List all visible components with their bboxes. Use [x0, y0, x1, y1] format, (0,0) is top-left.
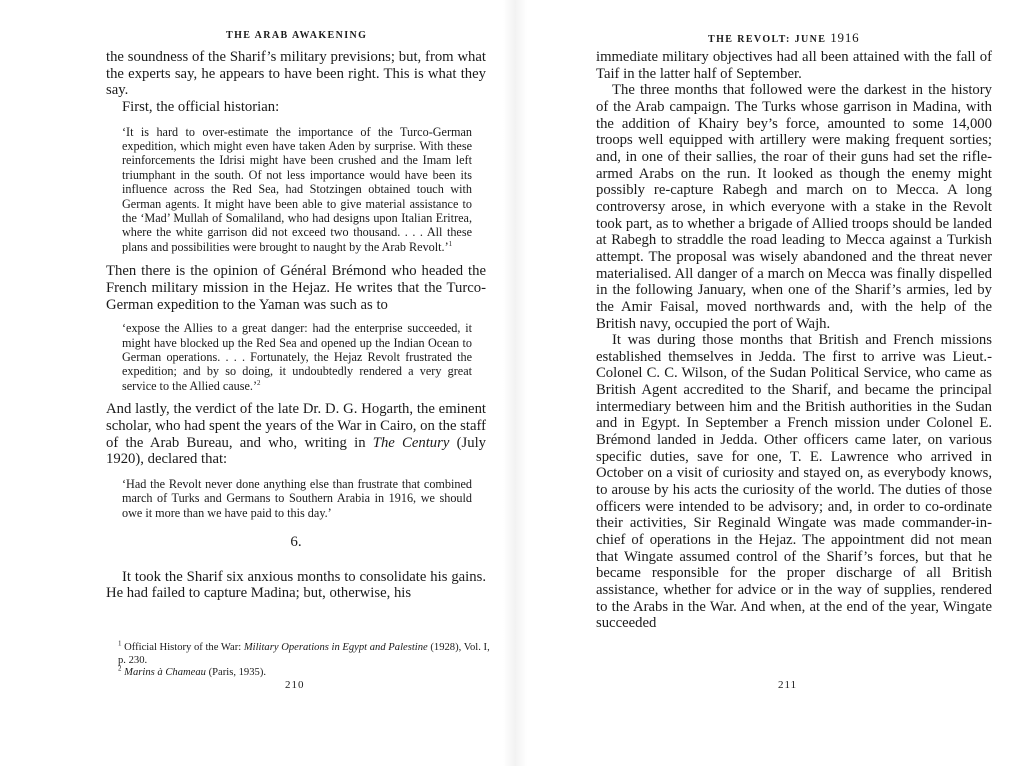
- footnote: [118, 639, 490, 667]
- footnote: [118, 664, 490, 680]
- paragraph: The three months that followed were the darkest in the history of the Arab campaign. The Turks whose garrison in Madina, with the addition of Khairy bey’s force, amounted to some 14,000 troops well equipped with artillery were making frequent sorties; and, in one of their sallies, the roar of their guns had set the rifle-armed Arabs on the run. It looked as though the enemy might possibly re-capture Rabegh and march on to Mecca. A long controversy arose, in which everyone with a stake in the Revolt took part, as to whether a brigade of Allied troops should be landed at Rabegh to straddle the road leading to Mecca against a Turkish attempt. The proposal was wisely abandoned and the threat never materialised. All danger of a march on Mecca was finally dispelled in the following January, when one of the Sharif’s armies, led by the Amir Faisal, moved northwards and, with the help of the British navy, occupied the port of Wajh.: [596, 82, 992, 332]
- paragraph: [106, 401, 486, 468]
- footnote-title: Marins à Chameau: [121, 667, 206, 679]
- running-head-year: 1916: [830, 30, 860, 45]
- paragraph-text: And lastly, the verdict of the late Dr. D. G. Hogarth, the eminent scholar, who had spent the years of the War in Cairo, on the staff of the Arab Bureau, and who, writing in: [106, 401, 486, 451]
- footnote-number: 1: [118, 639, 122, 648]
- footnote-text: (Paris, 1935).: [205, 667, 266, 679]
- footnote-text: Official History of the War:: [121, 642, 244, 653]
- paragraph: It was during those months that British and French missions established themselves in Jedda. The first to arrive was Lieut.-Colonel C. C. Wilson, of the Sudan Political Service, who came as British Agent accredited to the Sharif, and became the principal intermediary between him and the British authorities in the Sudan and in Egypt. In September a French mission under Colonel E. Brémond landed in Jedda. Other officers came later, on various specific duties, save for one, T. E. Lawrence who arrived in October on a visit of curiosity and stayed on, as everybody knows, to arouse by his acts the curiosity of the world. The duties of those officers were intended to be advisory; and, in order to co-ordinate their activities, Sir Reginald Wingate was made commander-in-chief of operations in the Hejaz. The appointment did not mean that Wingate assumed control of the Sharif’s forces, but that he became responsible for the proper discharge of all British assistance, whether for advice or in the way of supplies, rendered to the Arabs in the War. And when, at the end of the year, Wingate succeeded: [596, 332, 992, 632]
- page-number: 210: [285, 679, 305, 691]
- section-number: 6.: [290, 534, 302, 551]
- paragraph: the soundness of the Sharif’s military previsions; but, from what the experts say, he appears to have been right. This is what they say.: [106, 49, 486, 99]
- paragraph: First, the official historian:: [122, 98, 280, 115]
- running-head: [708, 30, 859, 46]
- footnote-ref: 2: [257, 378, 261, 387]
- footnotes: [118, 639, 490, 680]
- quote-text: ‘expose the Allies to a great danger: had the enterprise succeeded, it might have blocked up the Red Sea and opened up the Indian Ocean to German operations. . . . Fortunately, the Hejaz Revolt frustrated the expedition; and by so doing, it undoubtedly rendered a very great service to the Allied cause.’: [122, 321, 472, 393]
- body-text: [106, 49, 486, 602]
- paragraph-text: (July 1920), declared that:: [106, 434, 486, 468]
- block-quote: [122, 125, 472, 255]
- paragraph: It took the Sharif six anxious months to consolidate his gains. He had failed to capture Madina; but, otherwise, his: [106, 568, 486, 602]
- block-quote: [122, 321, 472, 393]
- footnote-ref: 1: [448, 239, 453, 248]
- paragraph: Then there is the opinion of Général Brémond who headed the French military mission in the Hejaz. He writes that the Turco-German expedition to the Yaman was such as to: [106, 263, 486, 313]
- footnote-number: 2: [118, 664, 122, 673]
- right-page: [515, 0, 1030, 766]
- running-head: THE ARAB AWAKENING: [226, 30, 368, 41]
- quote-text: ‘Had the Revolt never done anything else than frustrate that combined march of Turks and Germans to Southern Arabia in 1916, we should owe it more than we have paid to this day.’: [122, 476, 472, 520]
- footnote-title: Military Operations in Egypt and Palestine: [243, 642, 428, 653]
- paragraph: immediate military objectives had all been attained with the fall of Taif in the latter half of September.: [596, 49, 992, 82]
- footnote-text: (1928), Vol. I, p. 230.: [118, 642, 490, 666]
- publication-title: The Century: [372, 434, 450, 451]
- body-text: [596, 49, 992, 632]
- running-head-text: THE REVOLT: JUNE: [708, 34, 827, 45]
- quote-text: ‘It is hard to over-estimate the importance of the Turco-German expedition, which might even have taken Aden by surprise. With these reinforcements the Idrisi might have been crushed and the Imam left triumphant in the south. Of not less importance would have been its influence across the Red Sea, had Stotzingen obtained touch with German agents. It might have been able to give material assistance to the ‘Mad’ Mullah of Somaliland, who had designs upon Italian Eritrea, where the white garrison did not exceed two thousand. . . . All these plans and possibilities were brought to naught by the Arab Revolt.’: [122, 124, 472, 254]
- page-number: 211: [778, 679, 798, 691]
- block-quote: [122, 477, 472, 520]
